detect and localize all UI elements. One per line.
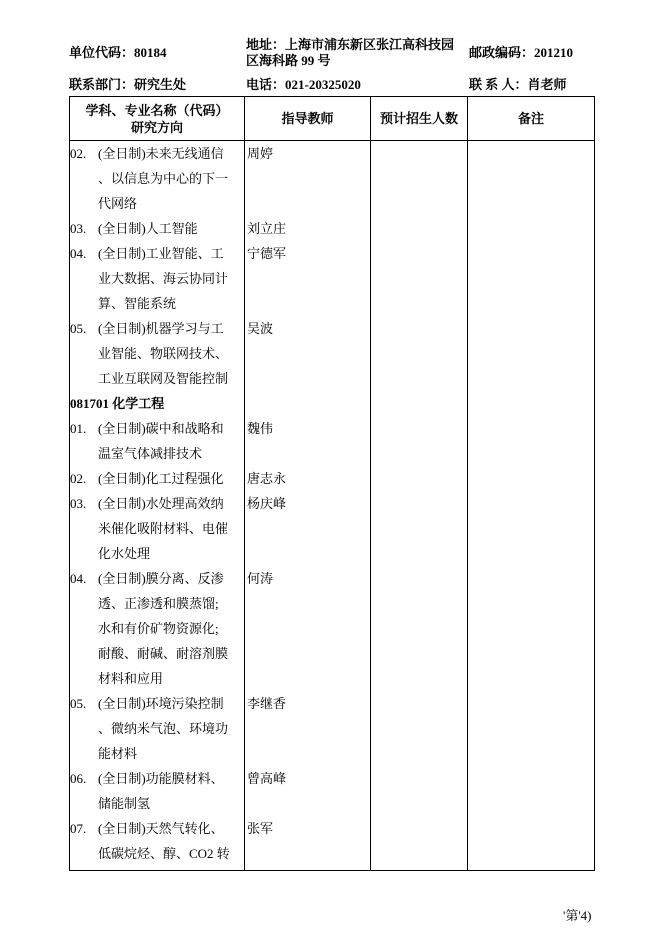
- advisor-name: 唐志永: [247, 471, 287, 486]
- list-item: [70, 766, 244, 791]
- item-number: 03.: [70, 496, 87, 511]
- research-direction-text: 、微纳米气泡、环境功: [98, 721, 229, 736]
- item-number: 05.: [70, 696, 87, 711]
- list-item: [70, 791, 244, 816]
- list-item: [70, 216, 244, 241]
- list-item: [70, 141, 244, 166]
- enrollment-table: [69, 96, 595, 871]
- list-item: [70, 441, 244, 466]
- advisor-name: 张军: [247, 821, 274, 836]
- list-item: [70, 816, 244, 841]
- list-item: [70, 491, 244, 516]
- list-item: [70, 166, 244, 191]
- list-item: [70, 391, 244, 416]
- list-item: [70, 366, 244, 391]
- item-number: 06.: [70, 771, 87, 786]
- research-direction-text: 米催化吸附材料、电催: [98, 521, 229, 536]
- advisor-name: 周婷: [247, 146, 274, 161]
- notes-cell: [468, 141, 595, 871]
- research-direction-text: 算、智能系统: [98, 296, 177, 311]
- list-item: [70, 516, 244, 541]
- research-direction-cell: [70, 141, 245, 871]
- advisor-name: 李继香: [247, 696, 287, 711]
- advisor-cell: [245, 141, 371, 871]
- list-item: [70, 291, 244, 316]
- advisor-name: [245, 291, 370, 316]
- advisor-name: 曾高峰: [247, 771, 287, 786]
- column-header-advisor: 指导教师: [245, 97, 371, 141]
- item-number: 01.: [70, 421, 87, 436]
- list-item: [70, 666, 244, 691]
- item-number: 07.: [70, 821, 87, 836]
- advisor-name: [245, 441, 370, 466]
- research-direction-text: 化水处理: [98, 546, 151, 561]
- research-direction-text: (全日制)环境污染控制: [98, 696, 224, 711]
- item-number: 04.: [70, 571, 87, 586]
- table-body-row: [70, 141, 595, 871]
- research-direction-text: (全日制)化工过程强化: [98, 471, 224, 486]
- research-direction-text: (全日制)功能膜材料、: [98, 771, 224, 786]
- research-direction-text: (全日制)天然气转化、: [98, 821, 224, 836]
- advisor-name: 刘立庄: [247, 221, 287, 236]
- advisor-name: [245, 366, 370, 391]
- research-direction-text: (全日制)人工智能: [98, 221, 198, 236]
- list-item: [70, 591, 244, 616]
- unit-code: 单位代码：80184: [69, 45, 167, 60]
- research-direction-text: (全日制)膜分离、反渗: [98, 571, 224, 586]
- research-direction-text: 低碳烷烃、醇、CO2 转: [98, 846, 230, 861]
- advisor-name: [245, 391, 370, 416]
- column-header-notes: 备注: [468, 97, 595, 141]
- advisor-name: [245, 641, 370, 666]
- list-item: [70, 641, 244, 666]
- research-direction-text: (全日制)工业智能、工: [98, 246, 224, 261]
- advisor-name: [245, 166, 370, 191]
- advisor-name: [245, 716, 370, 741]
- research-direction-text: 储能制氢: [98, 796, 151, 811]
- table-header-row: [70, 97, 595, 141]
- advisor-name: [245, 741, 370, 766]
- column-header-major: [70, 97, 245, 141]
- research-direction-text: 耐酸、耐碱、耐溶剂膜: [98, 646, 229, 661]
- research-direction-text: 业智能、物联网技术、: [98, 346, 229, 361]
- department: 联系部门：研究生处: [69, 77, 187, 92]
- advisor-name: [245, 666, 370, 691]
- research-direction-text: (全日制)未来无线通信: [98, 146, 224, 161]
- item-number: 05.: [70, 321, 87, 336]
- contact-person: 联 系 人：肖老师: [469, 77, 567, 92]
- column-header-major-line2: 研究方向: [130, 119, 183, 135]
- list-item: [70, 616, 244, 641]
- list-item: [70, 341, 244, 366]
- address-line2: 区海科路 99 号: [246, 53, 331, 68]
- research-direction-text: (全日制)碳中和战略和: [98, 421, 224, 436]
- section-title: 081701 化学工程: [70, 396, 165, 411]
- list-item: [70, 316, 244, 341]
- item-number: 04.: [70, 246, 87, 261]
- address-line1: 地址：上海市浦东新区张江高科技园: [246, 37, 455, 52]
- advisor-name: 魏伟: [247, 421, 274, 436]
- research-direction-text: (全日制)机器学习与工: [98, 321, 224, 336]
- advisor-name: [245, 266, 370, 291]
- advisor-name: 吴波: [247, 321, 274, 336]
- column-header-major-line1: 学科、专业名称（代码）: [85, 102, 229, 118]
- research-direction-text: 透、正渗透和膜蒸馏;: [98, 596, 219, 611]
- list-item: [70, 466, 244, 491]
- phone: 电话：021-20325020: [246, 77, 361, 92]
- advisor-name: 宁德军: [247, 246, 287, 261]
- column-header-enrollment: 预计招生人数: [371, 97, 468, 141]
- advisor-name: 杨庆峰: [247, 496, 287, 511]
- research-direction-text: (全日制)水处理高效纳: [98, 496, 224, 511]
- advisor-name: [245, 616, 370, 641]
- list-item: [70, 266, 244, 291]
- page-number: '第'4): [563, 908, 592, 923]
- advisor-name: [245, 191, 370, 216]
- advisor-name: [245, 791, 370, 816]
- advisor-name: [245, 591, 370, 616]
- list-item: [70, 191, 244, 216]
- research-direction-text: 能材料: [98, 746, 138, 761]
- list-item: [70, 716, 244, 741]
- item-number: 02.: [70, 146, 87, 161]
- research-direction-text: 工业互联网及智能控制: [98, 371, 229, 386]
- advisor-name: [245, 841, 370, 866]
- list-item: [70, 841, 244, 866]
- enrollment-cell: [371, 141, 468, 871]
- list-item: [70, 416, 244, 441]
- item-number: 02.: [70, 471, 87, 486]
- list-item: [70, 566, 244, 591]
- research-direction-text: 材料和应用: [98, 671, 164, 686]
- research-direction-text: 水和有价矿物资源化;: [98, 621, 219, 636]
- item-number: 03.: [70, 221, 87, 236]
- list-item: [70, 691, 244, 716]
- list-item: [70, 541, 244, 566]
- research-direction-text: 、以信息为中心的下一: [98, 171, 229, 186]
- advisor-name: [245, 516, 370, 541]
- postal-code: 邮政编码：201210: [469, 45, 574, 60]
- research-direction-text: 温室气体减排技术: [98, 446, 203, 461]
- advisor-name: [245, 541, 370, 566]
- list-item: [70, 741, 244, 766]
- list-item: [70, 241, 244, 266]
- advisor-name: [245, 341, 370, 366]
- research-direction-text: 业大数据、海云协同计: [98, 271, 229, 286]
- advisor-name: 何涛: [247, 571, 274, 586]
- research-direction-text: 代网络: [98, 196, 138, 211]
